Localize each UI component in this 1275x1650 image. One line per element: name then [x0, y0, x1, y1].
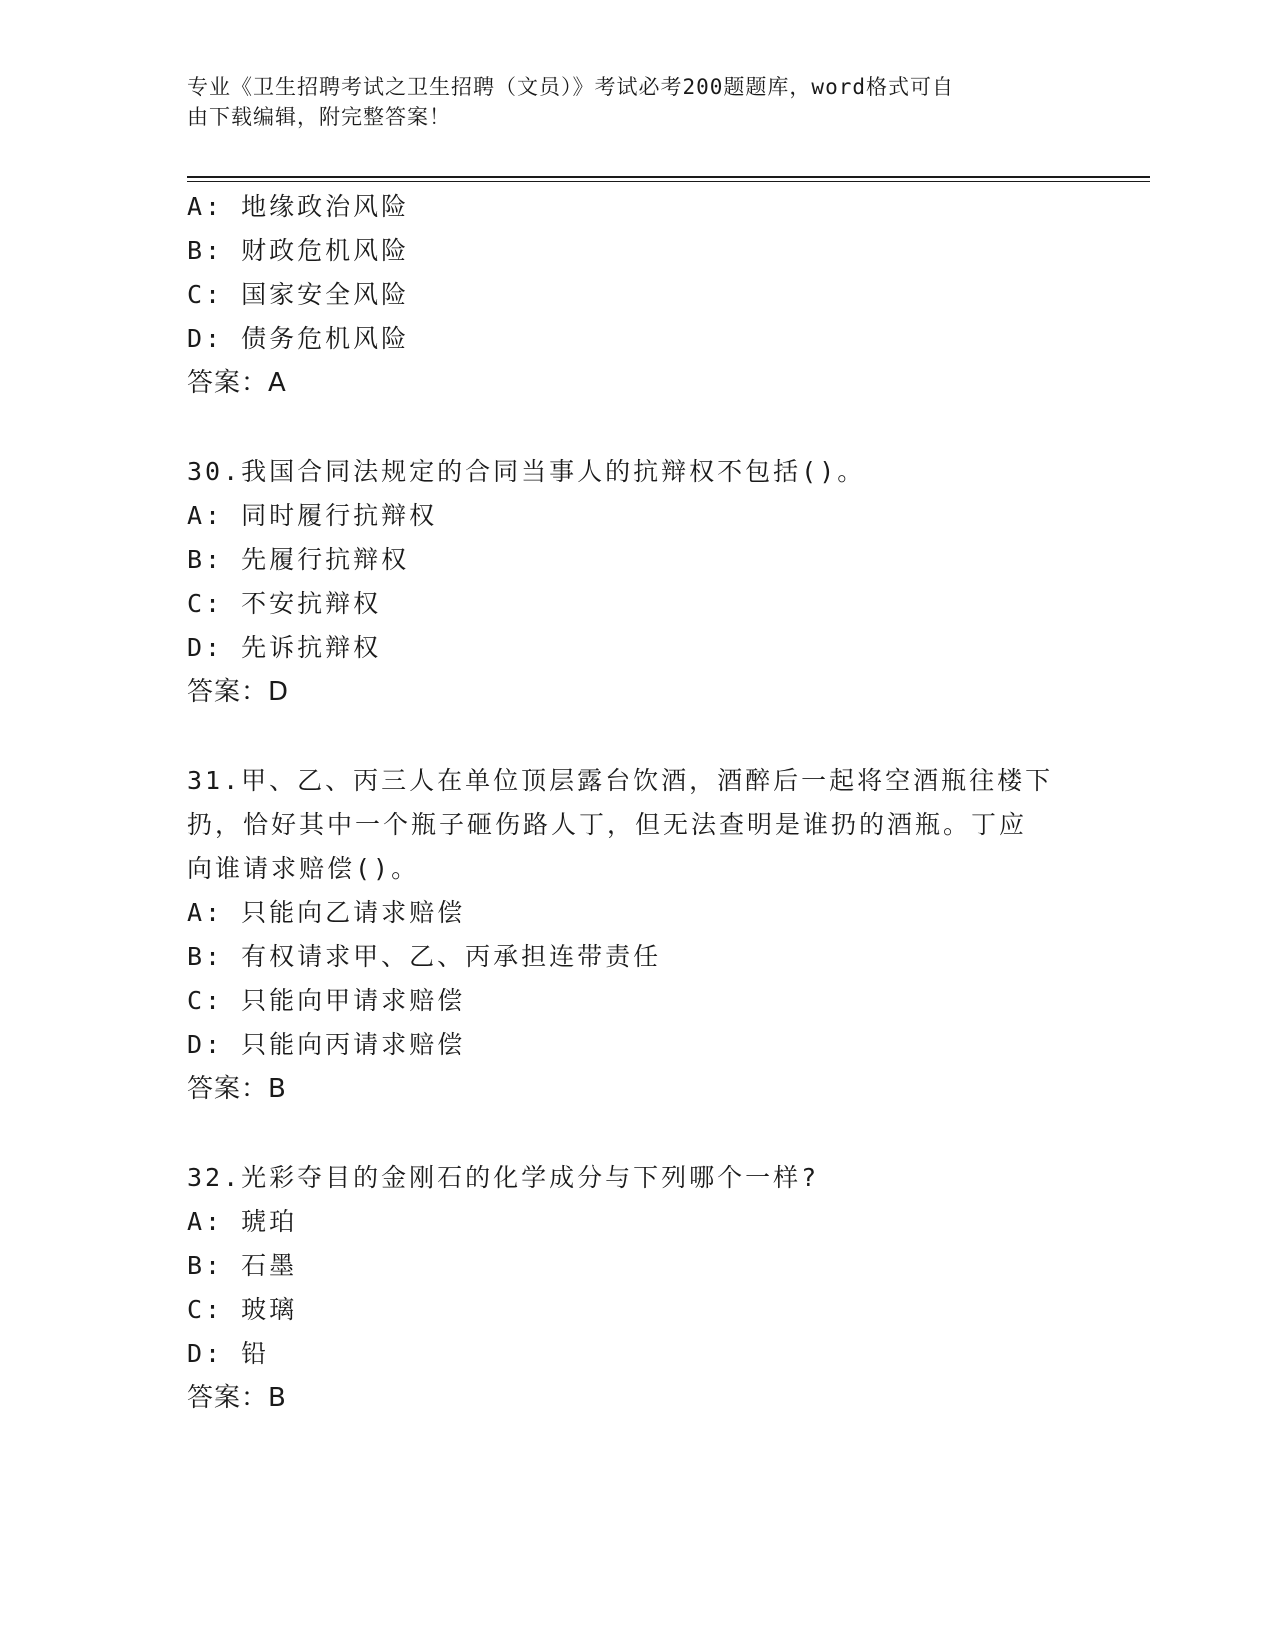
header-line-2: 由下载编辑，附完整答案！ [187, 105, 451, 129]
q29-option-c: C: 国家安全风险 [187, 280, 410, 309]
q32-option-c: C: 玻璃 [187, 1295, 298, 1324]
header-rule-thin [187, 181, 1150, 182]
q29-option-d: D: 债务危机风险 [187, 324, 410, 353]
document-header [187, 72, 1067, 132]
q31-option-d: D: 只能向丙请求赔偿 [187, 1030, 466, 1059]
q32-option-b: B: 石墨 [187, 1251, 298, 1280]
q31-stem-line-2: 扔，恰好其中一个瓶子砸伤路人丁，但无法查明是谁扔的酒瓶。丁应 [187, 810, 1028, 839]
q30-option-b: B: 先履行抗辩权 [187, 545, 410, 574]
q31-answer: 答案：B [187, 1074, 287, 1104]
q30-option-c: C: 不安抗辩权 [187, 589, 382, 618]
q30-option-a: A: 同时履行抗辩权 [187, 501, 438, 530]
q29-answer: 答案：A [187, 368, 287, 398]
q32-stem-line-1: 32.光彩夺目的金刚石的化学成分与下列哪个一样? [187, 1163, 820, 1192]
q30-answer: 答案：D [187, 677, 290, 707]
q29-option-a: A: 地缘政治风险 [187, 192, 410, 221]
q30-option-d: D: 先诉抗辩权 [187, 633, 382, 662]
q30-stem-line-1: 30.我国合同法规定的合同当事人的抗辩权不包括()。 [187, 457, 866, 486]
q29-option-b: B: 财政危机风险 [187, 236, 410, 265]
q31-option-c: C: 只能向甲请求赔偿 [187, 986, 466, 1015]
q31-option-b: B: 有权请求甲、乙、丙承担连带责任 [187, 942, 662, 971]
q32-option-a: A: 琥珀 [187, 1207, 298, 1236]
header-line-1: 专业《卫生招聘考试之卫生招聘（文员）》考试必考200题题库，word格式可自 [187, 75, 954, 99]
q31-stem-line-3: 向谁请求赔偿()。 [187, 854, 420, 883]
q32-option-d: D: 铅 [187, 1339, 270, 1368]
q31-option-a: A: 只能向乙请求赔偿 [187, 898, 466, 927]
header-rule-thick [187, 176, 1150, 178]
q31-stem-line-1: 31.甲、乙、丙三人在单位顶层露台饮酒，酒醉后一起将空酒瓶往楼下 [187, 766, 1054, 795]
q32-answer: 答案：B [187, 1383, 287, 1413]
